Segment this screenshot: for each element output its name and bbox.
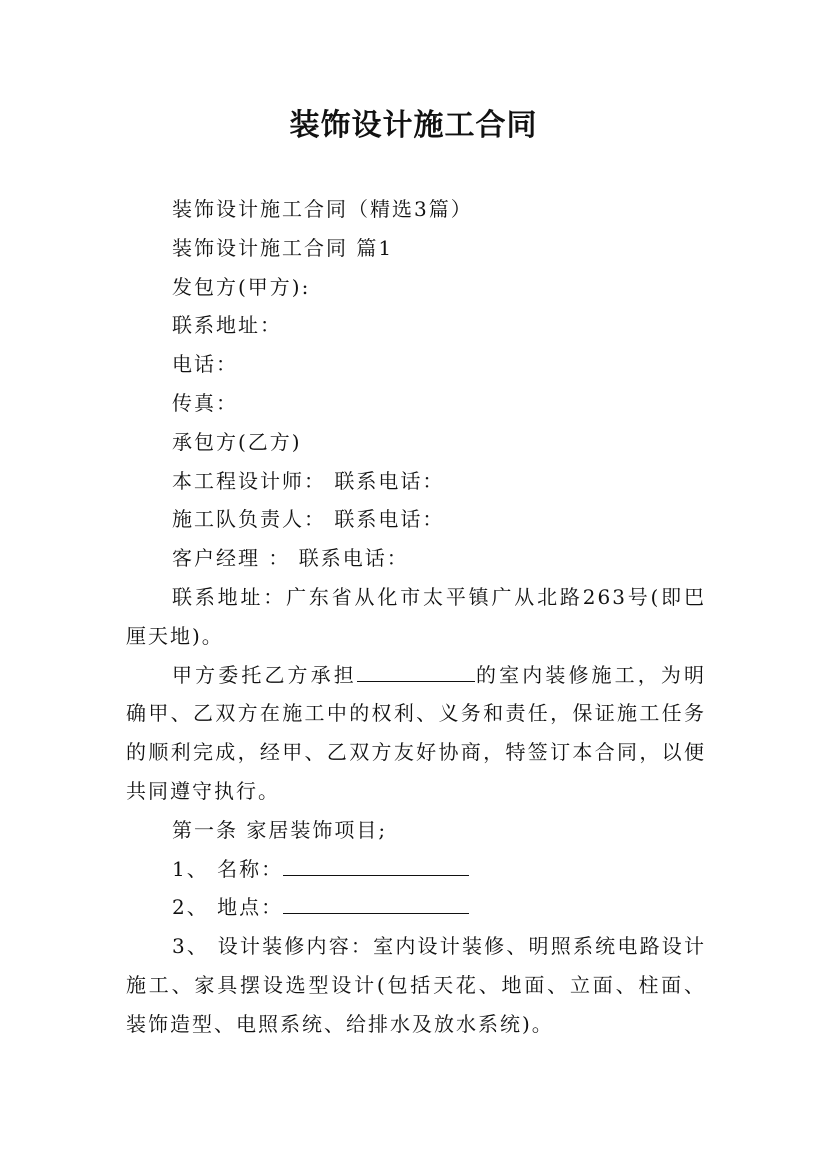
- document-title: 装饰设计施工合同: [289, 108, 538, 143]
- item-location-line: [126, 888, 706, 927]
- party-a-line: 发包方(甲方):: [172, 274, 311, 299]
- account-manager-line: 客户经理 ： 联系电话：: [172, 546, 409, 571]
- designer-line: 本工程设计师： 联系电话：: [172, 468, 445, 493]
- commission-text-after: 的室内装修施工，为明确甲、乙双方在施工中的权利、义务和责任，保证施工任务的顺利完成，经甲、乙双方友好协商，特签订本合同，以便共同遵守执行。: [126, 662, 707, 803]
- commission-paragraph: [126, 656, 706, 811]
- commission-text-before: 甲方委托乙方承担: [172, 662, 357, 687]
- full-address-paragraph: 联系地址：广东省从化市太平镇广从北路263号(即巴厘天地)。: [126, 584, 706, 648]
- document-body: [126, 190, 706, 1044]
- construction-lead-line: 施工队负责人： 联系电话：: [172, 507, 445, 532]
- section-heading: 装饰设计施工合同 篇1: [172, 235, 394, 260]
- phone-line: 电话：: [172, 352, 238, 377]
- project-name-blank: [357, 657, 475, 682]
- item-location-blank: [283, 889, 469, 914]
- article-one-heading: 第一条 家居装饰项目;: [172, 817, 388, 842]
- item-name-label: 1、 名称：: [172, 856, 284, 881]
- item-name-blank: [283, 851, 469, 876]
- party-b-line: 承包方(乙方): [172, 429, 302, 454]
- item-name-line: [126, 850, 706, 889]
- contact-address-line: 联系地址：: [172, 313, 282, 338]
- item-location-label: 2、 地点：: [172, 895, 284, 920]
- subtitle: 装饰设计施工合同（精选3篇）: [172, 197, 473, 221]
- item-content-paragraph: 3、 设计装修内容：室内设计装修、明照系统电路设计施工、家具摆设选型设计(包括天花、地面、立面、柱面、装饰造型、电照系统、给排水及放水系统)。: [126, 934, 706, 1036]
- fax-line: 传真：: [172, 390, 238, 415]
